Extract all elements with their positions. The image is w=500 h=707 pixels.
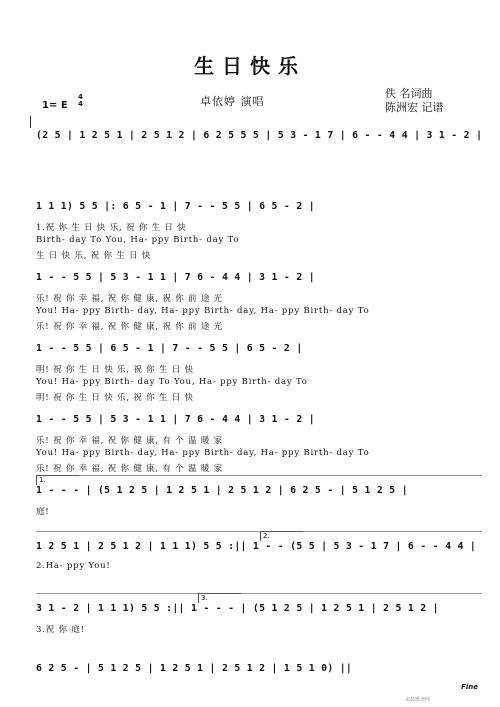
- lyric-line: You! Ha- ppy Birth- day, Ha- ppy Birth- day, Ha- ppy Birth- day To: [36, 448, 370, 458]
- volta-line: [36, 593, 482, 594]
- lyric-line: 庭!: [36, 507, 50, 517]
- notator-credit: 陈洲宏 记谱: [385, 101, 444, 114]
- meter-top: 4: [78, 93, 83, 101]
- volta-bracket-1: 1.: [36, 475, 79, 485]
- notation-line: (2 5 | 1 2 5 1 | 2 5 1 2 | 6 2 5 5 5 | 5 3 - 1 7 | 6 - - 4 4 | 3 1 - 2 |: [36, 130, 483, 141]
- score-system-4: [30, 343, 482, 414]
- lyric-line: 乐! 祝 你 幸 福, 祝 你 健 康, 有 个 温 暖 家: [36, 464, 223, 474]
- volta-bracket-3: 3.: [198, 593, 241, 603]
- lyric-line: 1.祝 你 生 日 快 乐, 祝 你 生 日 快: [36, 223, 187, 233]
- system-bracket: [30, 116, 31, 128]
- lyric-line: 3.祝 你 庭!: [36, 625, 85, 635]
- performer-credit: 卓依婷 演唱: [200, 95, 265, 108]
- notation-line: 1 1 1) 5 5 |: 6 5 - 1 | 7 - - 5 5 | 6 5 - 2 |: [36, 201, 315, 212]
- notation-line: 1 - - 5 5 | 5 3 - 1 1 | 7 6 - 4 4 | 3 1 - 2 |: [36, 414, 315, 425]
- lyric-line: 2.Ha- ppy You!: [36, 561, 111, 571]
- lyric-line: 乐! 祝 你 幸 福, 祝 你 健 康, 祝 你 前 途 光: [36, 294, 223, 304]
- lyric-line: You! Ha- ppy Birth- day, Ha- ppy Birth- day, Ha- ppy Birth- day To: [36, 306, 370, 316]
- key-signature: 1= E: [42, 100, 68, 111]
- score-system-6: [30, 476, 482, 541]
- notation-line: 1 2 5 1 | 2 5 1 2 | 1 1 1) 5 5 :|| 1 - - (5 5 | 5 3 - 1 7 | 6 - - 4 4 |: [36, 541, 477, 552]
- time-signature: [78, 94, 83, 108]
- lyric-line: 明! 祝 你 生 日 快 乐, 祝 你 生 日 快: [36, 365, 194, 375]
- meter-bottom: 4: [78, 100, 83, 108]
- lyric-line: 乐! 祝 你 幸 福, 祝 你 健 康, 祝 你 前 途 光: [36, 322, 223, 332]
- score: [30, 130, 482, 703]
- fine-mark: Fine: [461, 683, 478, 691]
- score-system-3: [30, 272, 482, 343]
- lyric-line: You! Ha- ppy Birth- day To You, Ha- ppy Birth- day To: [36, 377, 308, 387]
- song-title: 生日快乐: [194, 54, 306, 78]
- score-system-8: [30, 594, 482, 663]
- notation-line: 1 - - - | (5 1 2 5 | 1 2 5 1 | 2 5 1 2 | 6 2 5 - | 5 1 2 5 |: [36, 485, 408, 496]
- lyric-line: 明! 祝 你 生 日 快 乐, 祝 你 生 日 快: [36, 393, 194, 403]
- notation-line: 1 - - 5 5 | 5 3 - 1 1 | 7 6 - 4 4 | 3 1 - 2 |: [36, 272, 315, 283]
- notation-line: 1 - - 5 5 | 6 5 - 1 | 7 - - 5 5 | 6 5 - 2 |: [36, 343, 303, 354]
- watermark: 来源歌谱网: [405, 697, 431, 703]
- notation-line: 3 1 - 2 | 1 1 1) 5 5 :|| 1 - - - | (5 1 2 5 | 1 2 5 1 | 2 5 1 2 |: [36, 603, 439, 614]
- volta-bracket-2: 2.: [260, 531, 303, 541]
- lyric-line: 乐! 祝 你 幸 福, 祝 你 健 康, 有 个 温 暖 家: [36, 436, 223, 446]
- volta-line: [36, 531, 482, 532]
- notation-line: 6 2 5 - | 5 1 2 5 | 1 2 5 1 | 2 5 1 2 | 1 5 1 0) ||: [36, 663, 353, 674]
- lyric-line: Birth- day To You, Ha- ppy Birth- day To: [36, 235, 240, 245]
- lyric-line: 生 日 快 乐, 祝 你 生 日 快: [36, 251, 152, 261]
- lyricist-credit: 佚 名词曲: [385, 87, 433, 100]
- score-system-2: [30, 201, 482, 272]
- score-system-1: [30, 130, 482, 201]
- volta-line: [36, 475, 482, 476]
